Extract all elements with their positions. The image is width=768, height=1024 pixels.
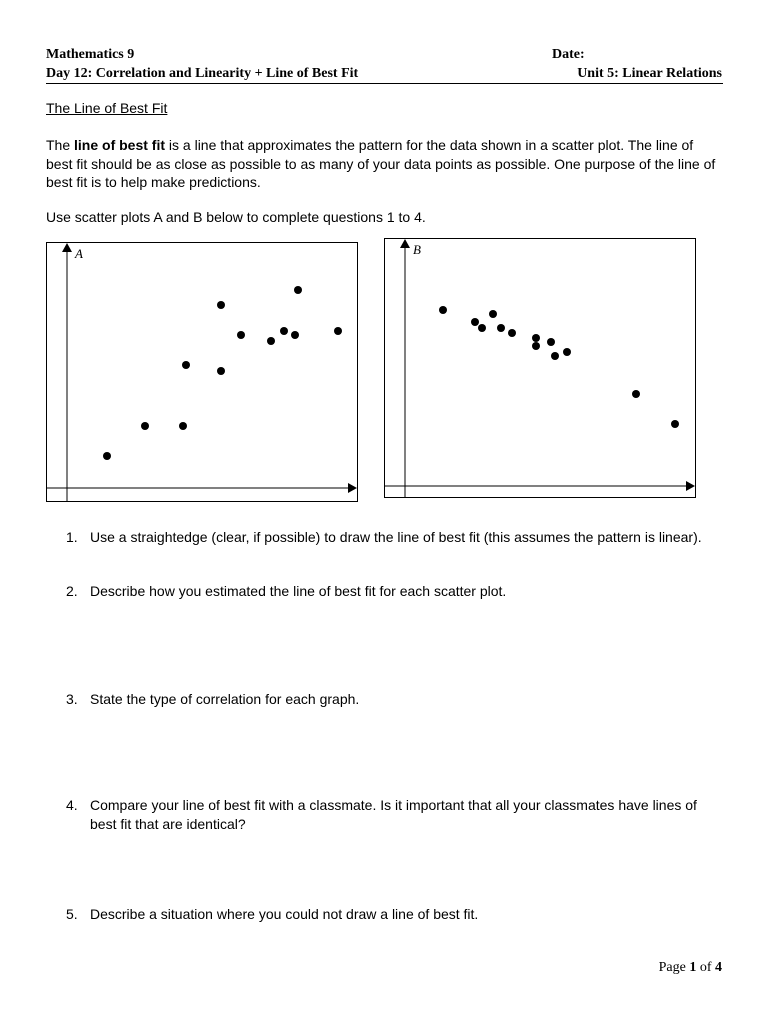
question-number: 1. — [66, 529, 78, 545]
course-title: Mathematics 9 — [46, 47, 135, 62]
scatter-point — [179, 422, 187, 430]
scatter-point — [103, 452, 111, 460]
scatter-point — [294, 286, 302, 294]
header-divider — [46, 83, 723, 84]
question-number: 3. — [66, 691, 78, 707]
scatter-point — [532, 334, 540, 342]
intro-term: line of best fit — [74, 137, 166, 153]
scatter-point — [478, 324, 486, 332]
page-footer — [659, 960, 722, 976]
plot-a-points — [103, 286, 342, 460]
scatter-point — [141, 422, 149, 430]
scatter-plot-a-svg — [47, 243, 357, 501]
scatter-point — [563, 348, 571, 356]
page-number: 1 — [689, 960, 697, 975]
section-title: The Line of Best Fit — [46, 100, 168, 116]
question-text: Describe how you estimated the line of best fit for each scatter plot. — [90, 583, 507, 599]
scatter-point — [217, 301, 225, 309]
page-total: 4 — [715, 960, 722, 975]
scatter-plot-b — [384, 238, 696, 498]
scatter-point — [532, 342, 540, 350]
intro-paragraph — [46, 136, 716, 192]
scatter-point — [334, 327, 342, 335]
scatter-point — [632, 390, 640, 398]
scatter-point — [182, 361, 190, 369]
scatter-point — [267, 337, 275, 345]
question-text: Compare your line of best fit with a classmate. Is it important that all your classmates have lines of best fit that are identical? — [90, 797, 697, 832]
scatter-point — [291, 331, 299, 339]
plot-b-label: B — [413, 242, 421, 257]
question-number: 4. — [66, 797, 78, 813]
scatter-point — [471, 318, 479, 326]
scatter-point — [439, 306, 447, 314]
scatter-plot-a — [46, 242, 358, 502]
date-label: Date: — [552, 47, 585, 62]
of-word: of — [696, 960, 715, 975]
plot-a-label: A — [75, 246, 83, 261]
y-axis-arrow — [62, 243, 72, 252]
scatter-point — [508, 329, 516, 337]
scatter-point — [671, 420, 679, 428]
x-axis-arrow — [348, 483, 357, 493]
question-text: State the type of correlation for each graph. — [90, 691, 360, 707]
intro-lead: The — [46, 137, 75, 153]
scatter-plot-b-svg — [385, 239, 695, 497]
scatter-point — [551, 352, 559, 360]
instruction-text: Use scatter plots A and B below to complete questions 1 to 4. — [46, 209, 426, 225]
unit-title: Unit 5: Linear Relations — [577, 66, 722, 81]
x-axis-arrow — [686, 481, 695, 491]
y-axis-arrow — [400, 239, 410, 248]
question-number: 5. — [66, 906, 78, 922]
question-text: Use a straightedge (clear, if possible) to draw the line of best fit (this assumes the pattern is linear). — [90, 529, 702, 545]
page-word: Page — [658, 960, 690, 975]
plot-b-points — [439, 306, 679, 428]
scatter-point — [547, 338, 555, 346]
question-number: 2. — [66, 583, 78, 599]
question-text: Describe a situation where you could not draw a line of best fit. — [90, 906, 479, 922]
scatter-point — [497, 324, 505, 332]
intro-rest: is a line that approximates the pattern for the data shown in a scatter plot. The line of best fit should be as close as possible to as many of your data points as possible. One purpose of the line of best fit is to help make predictions. — [46, 137, 716, 190]
lesson-title: Day 12: Correlation and Linearity + Line of Best Fit — [46, 66, 359, 81]
scatter-point — [217, 367, 225, 375]
scatter-point — [237, 331, 245, 339]
scatter-point — [280, 327, 288, 335]
scatter-point — [489, 310, 497, 318]
